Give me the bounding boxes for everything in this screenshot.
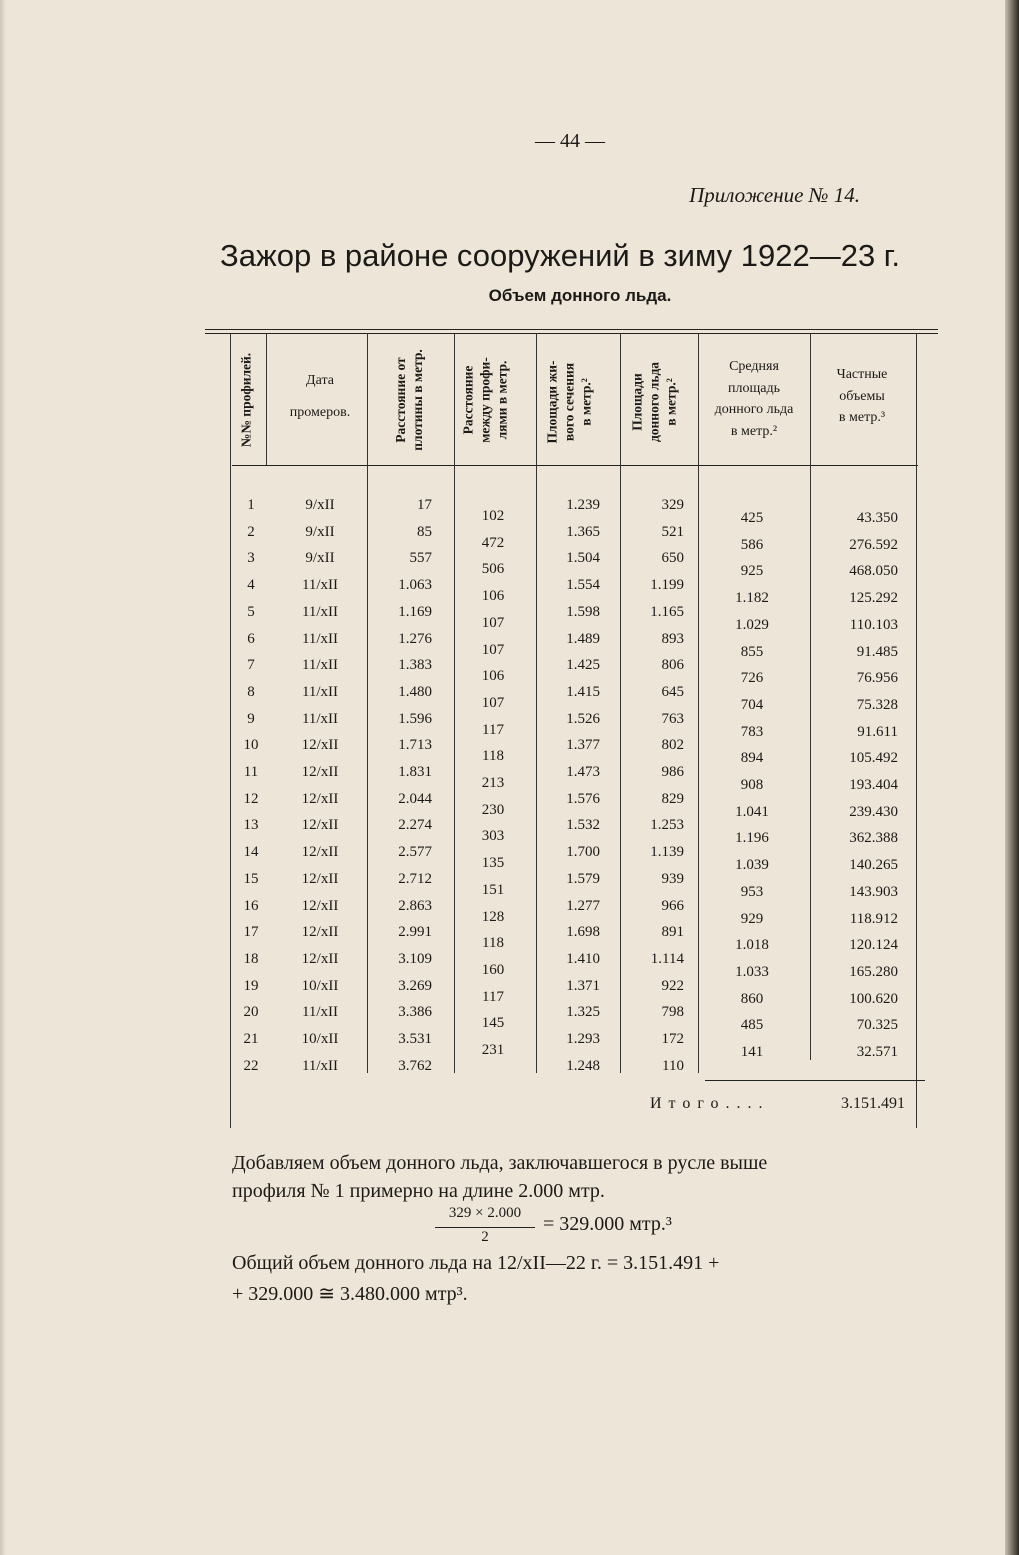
fraction-denominator: 2 xyxy=(481,1229,489,1245)
cell-date: 12/xII xyxy=(301,950,339,967)
cell-live-area: 1.425 xyxy=(566,657,600,674)
cell-ice-area: 1.165 xyxy=(650,603,684,620)
cell-profile-no: 8 xyxy=(247,683,255,700)
text-line-3: Общий объем донного льда на 12/xII—22 г. = 3.151.491 + xyxy=(232,1252,720,1274)
cell-live-area: 1.598 xyxy=(566,603,600,620)
cell-dist-from-dam: 1.831 xyxy=(398,764,432,780)
cell-profile-no: 10 xyxy=(243,737,259,754)
cell-dist-between: 106 xyxy=(481,668,505,685)
cell-dist-from-dam: 1.169 xyxy=(398,603,432,620)
cell-ice-area: 891 xyxy=(661,924,684,941)
cell-profile-no: 15 xyxy=(243,870,259,887)
cell-partial-volume: 125.292 xyxy=(849,590,898,607)
cell-partial-volume: 91.611 xyxy=(857,723,898,740)
cell-avg-area: 894 xyxy=(740,750,764,767)
cell-avg-area: 1.033 xyxy=(735,963,769,980)
total-label: Итого.... xyxy=(650,1095,770,1112)
cell-date: 9/xII xyxy=(305,497,335,513)
cell-dist-from-dam: 1.383 xyxy=(398,657,432,674)
cell-ice-area: 110 xyxy=(662,1057,684,1074)
cell-dist-from-dam: 1.713 xyxy=(398,737,432,754)
cell-dist-between: 230 xyxy=(481,801,505,818)
cell-date: 12/xII xyxy=(301,817,339,834)
cell-avg-area: 485 xyxy=(740,1017,764,1034)
cell-dist-between: 107 xyxy=(481,694,505,711)
text-line-4: + 329.000 ≅ 3.480.000 мтр³. xyxy=(232,1283,468,1305)
cell-dist-from-dam: 2.274 xyxy=(398,817,432,834)
cell-ice-area: 893 xyxy=(661,630,684,647)
cell-avg-area: 860 xyxy=(740,990,764,1007)
cell-profile-no: 3 xyxy=(247,550,255,567)
cell-avg-area: 586 xyxy=(740,536,764,553)
cell-date: 9/xII xyxy=(305,523,335,540)
cell-avg-area: 1.039 xyxy=(735,857,769,874)
cell-dist-from-dam: 2.991 xyxy=(398,924,432,941)
cell-live-area: 1.489 xyxy=(566,630,600,647)
cell-live-area: 1.554 xyxy=(566,577,600,594)
cell-live-area: 1.526 xyxy=(566,710,600,727)
cell-ice-area: 521 xyxy=(661,523,684,540)
cell-live-area: 1.293 xyxy=(566,1031,600,1047)
cell-ice-area: 802 xyxy=(661,737,684,754)
cell-partial-volume: 362.388 xyxy=(849,830,898,847)
cell-date: 11/xII xyxy=(301,577,339,594)
cell-ice-area: 806 xyxy=(661,657,684,674)
cell-live-area: 1.579 xyxy=(566,870,600,887)
cell-profile-no: 19 xyxy=(243,977,259,994)
cell-profile-no: 4 xyxy=(247,577,255,594)
cell-profile-no: 13 xyxy=(243,817,259,834)
cell-dist-from-dam: 17 xyxy=(417,497,432,513)
cell-dist-between: 160 xyxy=(481,961,505,978)
table-column-line xyxy=(536,333,537,1073)
cell-ice-area: 763 xyxy=(661,710,684,727)
cell-dist-from-dam: 3.762 xyxy=(398,1057,432,1074)
table-top-rule xyxy=(205,329,938,330)
cell-date: 12/xII xyxy=(301,790,339,807)
cell-partial-volume: 118.912 xyxy=(849,910,898,927)
cell-ice-area: 650 xyxy=(661,550,684,567)
cell-date: 11/xII xyxy=(301,1004,339,1021)
text-line-2: профиля № 1 примерно на длине 2.000 мтр. xyxy=(232,1180,605,1202)
cell-date: 12/xII xyxy=(301,764,339,780)
cell-partial-volume: 105.492 xyxy=(849,750,898,767)
cell-avg-area: 953 xyxy=(740,883,764,900)
cell-profile-no: 14 xyxy=(243,844,259,861)
table-column-line xyxy=(266,333,267,465)
cell-partial-volume: 75.328 xyxy=(856,696,898,713)
text-line-1: Добавляем объем донного льда, заключавшегося в русле выше xyxy=(232,1152,768,1174)
cell-dist-from-dam: 3.386 xyxy=(398,1004,432,1021)
appendix-label: Приложение № 14. xyxy=(689,183,860,207)
cell-partial-volume: 276.592 xyxy=(849,536,898,553)
cell-dist-between: 231 xyxy=(481,1042,505,1058)
page-title: Зажор в районе сооружений в зиму 1922—23 г. xyxy=(220,238,900,273)
cell-date: 11/xII xyxy=(301,630,339,647)
cell-profile-no: 2 xyxy=(247,523,255,540)
cell-profile-no: 20 xyxy=(243,1004,259,1021)
cell-date: 10/xII xyxy=(301,1031,339,1047)
cell-ice-area: 329 xyxy=(661,497,684,513)
cell-profile-no: 5 xyxy=(247,603,255,620)
cell-avg-area: 425 xyxy=(740,510,764,526)
cell-ice-area: 829 xyxy=(661,790,684,807)
cell-dist-from-dam: 1.063 xyxy=(398,577,432,594)
cell-dist-from-dam: 1.480 xyxy=(398,683,432,700)
cell-ice-area: 172 xyxy=(661,1031,684,1047)
cell-live-area: 1.248 xyxy=(566,1057,600,1074)
cell-partial-volume: 32.571 xyxy=(856,1044,898,1060)
cell-dist-between: 135 xyxy=(481,855,505,872)
cell-date: 10/xII xyxy=(301,977,339,994)
cell-dist-from-dam: 3.531 xyxy=(398,1031,432,1047)
cell-dist-from-dam: 1.276 xyxy=(398,630,432,647)
cell-dist-from-dam: 2.863 xyxy=(398,897,432,914)
cell-dist-between: 118 xyxy=(482,748,504,765)
table-header-rule xyxy=(232,465,918,466)
cell-profile-no: 7 xyxy=(247,657,255,674)
cell-dist-from-dam: 3.109 xyxy=(398,950,432,967)
cell-dist-between: 303 xyxy=(481,828,505,845)
cell-dist-between: 213 xyxy=(481,775,505,791)
cell-ice-area: 1.114 xyxy=(650,950,684,967)
cell-avg-area: 704 xyxy=(740,696,764,713)
page-subtitle: Объем донного льда. xyxy=(488,286,672,305)
cell-partial-volume: 91.485 xyxy=(856,643,898,660)
cell-live-area: 1.377 xyxy=(566,737,600,754)
cell-date: 11/xII xyxy=(301,683,339,700)
cell-partial-volume: 100.620 xyxy=(849,990,898,1007)
cell-ice-area: 966 xyxy=(661,897,684,914)
cell-date: 12/xII xyxy=(301,897,339,914)
cell-partial-volume: 239.430 xyxy=(849,803,898,820)
cell-ice-area: 645 xyxy=(661,683,684,700)
cell-avg-area: 1.196 xyxy=(735,830,769,847)
cell-ice-area: 798 xyxy=(661,1004,684,1021)
cell-live-area: 1.504 xyxy=(566,550,600,567)
cell-dist-between: 107 xyxy=(481,614,505,631)
cell-dist-from-dam: 2.577 xyxy=(398,844,432,861)
cell-partial-volume: 110.103 xyxy=(849,616,898,633)
total-rule xyxy=(705,1080,925,1081)
cell-partial-volume: 143.903 xyxy=(849,883,898,900)
cell-profile-no: 18 xyxy=(243,950,259,967)
table-column-line xyxy=(916,333,917,1128)
cell-date: 11/xII xyxy=(301,657,339,674)
fraction-bar xyxy=(435,1227,535,1228)
table-column-line xyxy=(810,333,811,1060)
cell-live-area: 1.473 xyxy=(566,764,600,780)
cell-live-area: 1.239 xyxy=(566,497,600,513)
cell-profile-no: 21 xyxy=(243,1031,259,1047)
cell-ice-area: 1.139 xyxy=(650,844,684,861)
table-column-line xyxy=(454,333,455,1073)
cell-ice-area: 939 xyxy=(661,870,684,887)
cell-avg-area: 783 xyxy=(740,723,764,740)
page-edge-right xyxy=(1005,0,1019,1555)
cell-avg-area: 726 xyxy=(740,670,764,687)
cell-avg-area: 1.182 xyxy=(735,590,769,607)
cell-partial-volume: 120.124 xyxy=(849,937,898,954)
page-edge-left xyxy=(0,0,6,1555)
cell-profile-no: 6 xyxy=(247,630,255,647)
cell-avg-area: 1.029 xyxy=(735,616,769,633)
cell-dist-from-dam: 2.044 xyxy=(398,790,432,807)
cell-live-area: 1.698 xyxy=(566,924,600,941)
cell-live-area: 1.576 xyxy=(566,790,600,807)
cell-profile-no: 11 xyxy=(243,764,259,780)
cell-profile-no: 16 xyxy=(243,897,259,914)
cell-partial-volume: 140.265 xyxy=(849,857,898,874)
total-value: 3.151.491 xyxy=(841,1095,905,1112)
cell-partial-volume: 70.325 xyxy=(856,1017,898,1034)
cell-live-area: 1.365 xyxy=(566,523,600,540)
table-column-line xyxy=(620,333,621,1073)
cell-avg-area: 855 xyxy=(740,643,764,660)
cell-avg-area: 908 xyxy=(740,777,764,793)
cell-profile-no: 1 xyxy=(247,497,255,513)
cell-dist-from-dam: 85 xyxy=(417,523,432,540)
cell-dist-between: 506 xyxy=(481,561,505,578)
cell-dist-from-dam: 1.596 xyxy=(398,710,432,727)
cell-profile-no: 22 xyxy=(243,1057,259,1074)
cell-dist-between: 117 xyxy=(482,721,504,738)
cell-avg-area: 925 xyxy=(740,563,764,580)
cell-dist-between: 118 xyxy=(482,935,504,952)
cell-ice-area: 986 xyxy=(661,764,684,780)
cell-live-area: 1.700 xyxy=(566,844,600,861)
cell-dist-from-dam: 557 xyxy=(409,550,432,567)
cell-ice-area: 1.253 xyxy=(650,817,684,834)
cell-date: 9/xII xyxy=(305,550,335,567)
header-date: Дата промеров. xyxy=(289,373,351,420)
cell-live-area: 1.371 xyxy=(566,977,600,994)
cell-dist-between: 106 xyxy=(481,588,505,605)
cell-dist-between: 107 xyxy=(481,641,505,658)
cell-live-area: 1.325 xyxy=(566,1004,600,1021)
cell-avg-area: 929 xyxy=(740,910,764,927)
cell-dist-between: 117 xyxy=(482,988,504,1005)
cell-dist-between: 128 xyxy=(481,908,505,925)
page-number: — 44 — xyxy=(535,130,605,152)
table-top-rule-2 xyxy=(205,333,938,334)
cell-dist-between: 472 xyxy=(481,534,505,551)
cell-date: 11/xII xyxy=(301,710,339,727)
cell-partial-volume: 193.404 xyxy=(849,777,898,793)
total-row xyxy=(650,1095,905,1113)
cell-dist-between: 151 xyxy=(481,881,505,898)
cell-date: 11/xII xyxy=(301,1057,339,1074)
table-column-line xyxy=(698,333,699,1073)
cell-partial-volume: 468.050 xyxy=(849,563,898,580)
header-avg-area: Средняя площадь донного льда в метр.² xyxy=(714,359,794,440)
cell-profile-no: 9 xyxy=(247,710,255,727)
cell-date: 11/xII xyxy=(301,603,339,620)
cell-date: 12/xII xyxy=(301,844,339,861)
cell-partial-volume: 165.280 xyxy=(849,963,898,980)
cell-live-area: 1.415 xyxy=(566,683,600,700)
cell-dist-between: 102 xyxy=(481,508,505,524)
cell-partial-volume: 76.956 xyxy=(856,670,898,687)
cell-ice-area: 1.199 xyxy=(650,577,684,594)
cell-profile-no: 17 xyxy=(243,924,259,941)
cell-date: 12/xII xyxy=(301,924,339,941)
cell-live-area: 1.410 xyxy=(566,950,600,967)
cell-avg-area: 1.018 xyxy=(735,937,769,954)
cell-date: 12/xII xyxy=(301,737,339,754)
cell-live-area: 1.277 xyxy=(566,897,600,914)
cell-profile-no: 12 xyxy=(243,790,259,807)
cell-dist-from-dam: 3.269 xyxy=(398,977,432,994)
cell-date: 12/xII xyxy=(301,870,339,887)
fraction-numerator: 329 × 2.000 xyxy=(448,1205,522,1221)
fraction-result: = 329.000 мтр.³ xyxy=(543,1213,672,1235)
cell-live-area: 1.532 xyxy=(566,817,600,834)
cell-avg-area: 1.041 xyxy=(735,803,769,820)
cell-ice-area: 922 xyxy=(661,977,684,994)
cell-partial-volume: 43.350 xyxy=(856,510,898,526)
cell-avg-area: 141 xyxy=(740,1044,764,1060)
table-column-line xyxy=(230,333,231,1128)
cell-dist-from-dam: 2.712 xyxy=(398,870,432,887)
header-partial-volume: Частные объемы в метр.³ xyxy=(836,367,888,426)
cell-dist-between: 145 xyxy=(481,1015,505,1032)
